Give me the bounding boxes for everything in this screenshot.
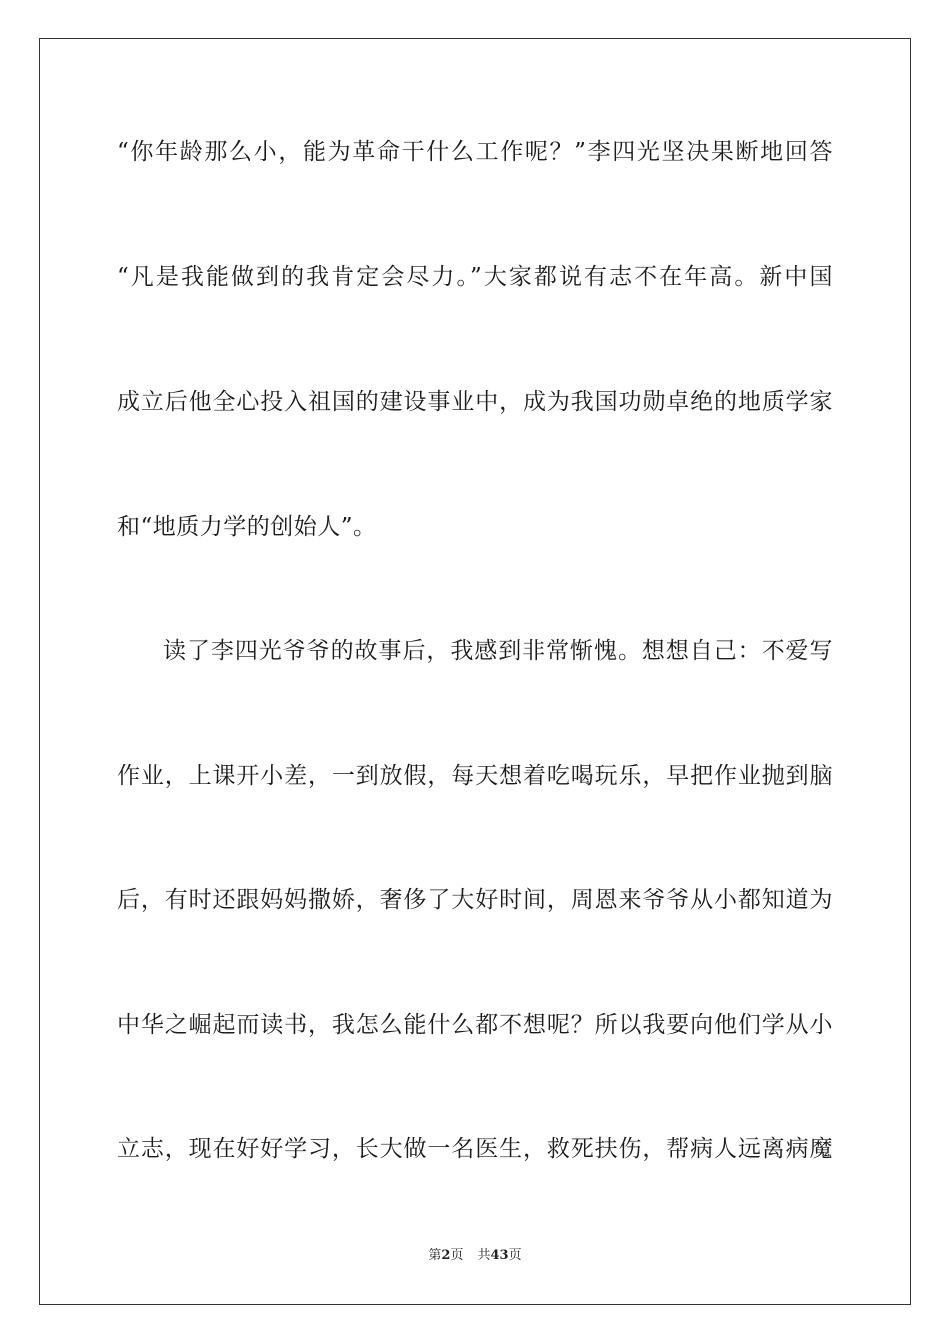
body-text-line: 后，有时还跟妈妈撒娇，奢侈了大好时间，周恩来爷爷从小都知道为	[117, 887, 833, 913]
total-pages: 43	[490, 1248, 509, 1263]
body-text-line: 作业，上课开小差，一到放假，每天想着吃喝玩乐，早把作业抛到脑	[117, 763, 833, 789]
body-text-line: “你年龄那么小，能为革命干什么工作呢？”李四光坚决果断地回答	[117, 139, 833, 165]
total-suffix: 页	[508, 1248, 522, 1263]
body-text-line: “凡是我能做到的我肯定会尽力。”大家都说有志不在年高。新中国	[117, 264, 833, 290]
page-suffix: 页	[450, 1248, 464, 1263]
body-text-line: 成立后他全心投入祖国的建设事业中，成为我国功勋卓绝的地质学家	[117, 389, 833, 415]
body-text-line: 和“地质力学的创始人”。	[117, 514, 377, 540]
page-footer	[0, 1247, 950, 1265]
page-border	[39, 38, 911, 1305]
page-prefix: 第	[428, 1248, 442, 1263]
body-text-line: 中华之崛起而读书，我怎么能什么都不想呢？所以我要向他们学从小	[117, 1012, 833, 1038]
page-number: 2	[441, 1248, 451, 1263]
body-text-line: 立志，现在好好学习，长大做一名医生，救死扶伤，帮病人远离病魔	[117, 1136, 833, 1162]
body-text-line: 读了李四光爷爷的故事后，我感到非常惭愧。想想自己：不爱写	[163, 638, 833, 664]
total-prefix: 共	[477, 1248, 491, 1263]
